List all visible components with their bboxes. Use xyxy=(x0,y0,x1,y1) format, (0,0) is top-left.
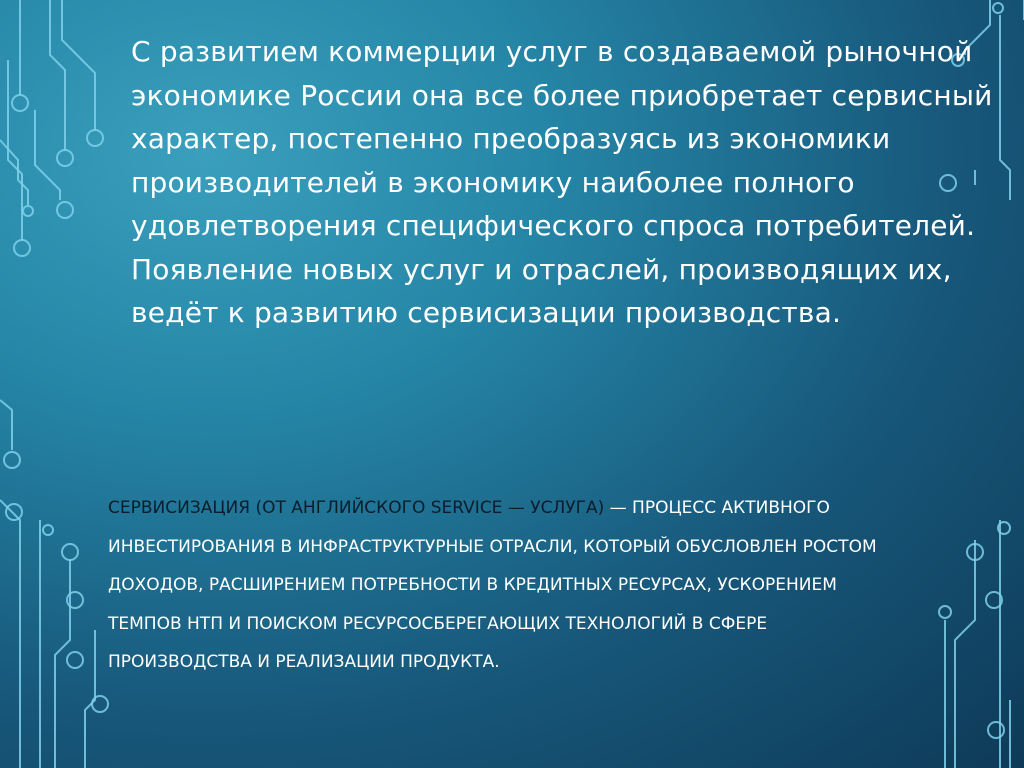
left-circuit-icon xyxy=(0,0,108,768)
definition-body: — ПРОЦЕСС АКТИВНОГО ИНВЕСТИРОВАНИЯ В ИНФРАСТРУКТУРНЫЕ ОТРАСЛИ, КОТОРЫЙ ОБУСЛОВЛЕН РОСТОМ ДОХОДОВ, РАСШИРЕНИЕМ ПОТРЕБНОСТИ В КРЕДИТНЫХ РЕСУРСАХ, УСКОРЕНИЕМ ТЕМПОВ НТП И ПОИСКОМ РЕСУРСОСБЕРЕГАЮЩИХ ТЕХНОЛОГИЙ В СФЕРЕ ПРОИЗВОДСТВА И РЕАЛИЗАЦИИ ПРОДУКТА. xyxy=(108,498,877,672)
definition-term: СЕРВИСИЗАЦИЯ (ОТ АНГЛИЙСКОГО SERVICE — УСЛУГА) xyxy=(108,498,605,518)
main-paragraph: С развитием коммерции услуг в создаваемой рыночной экономике России она все более приобретает сервисный характер, постепенно преобразуясь из экономики производителей в экономику наиболее полного удовлетворения специфического спроса потребителей. Появление новых услуг и отраслей, производящих их, ведёт к развитию сервисизации производства. xyxy=(131,35,993,329)
definition-paragraph xyxy=(108,489,908,682)
